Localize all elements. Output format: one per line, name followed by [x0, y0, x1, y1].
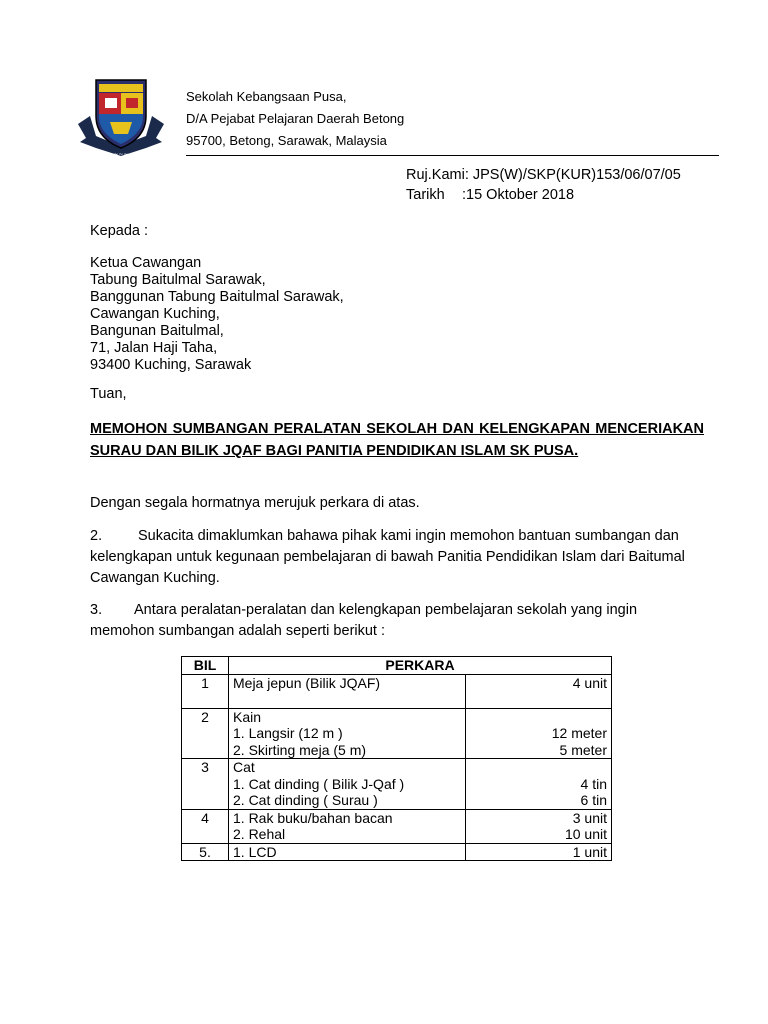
- tarikh-label: Tarikh: [406, 187, 445, 203]
- qty-text: 6 tin: [580, 792, 607, 808]
- qty-text: 12 meter: [551, 725, 607, 741]
- row-qty: [466, 708, 612, 759]
- table-row: [182, 843, 612, 861]
- item-heading: Cat: [233, 759, 255, 775]
- item-text: 1. Cat dinding ( Bilik J-Qaf ): [233, 775, 405, 792]
- paragraph-1: Dengan segala hormatnya merujuk perkara di atas.: [90, 495, 420, 511]
- row-item: [229, 759, 466, 810]
- item-text: 1. Rak buku/bahan bacan: [233, 809, 393, 826]
- kepada-label: Kepada :: [90, 223, 149, 239]
- ruj-label: Ruj.Kami:: [406, 167, 469, 183]
- row-qty: [466, 759, 612, 810]
- school-name: Sekolah Kebangsaan Pusa,: [186, 89, 347, 104]
- table-row: [182, 809, 612, 843]
- ruj-value: JPS(W)/SKP(KUR)153/06/07/05: [472, 167, 681, 183]
- recipient-line: Bangunan Baitulmal,: [90, 323, 224, 339]
- items-table: [181, 656, 612, 861]
- paragraph-3-text: Antara peralatan-peralatan dan kelengkapan pembelajaran sekolah yang ingin memohon sumbangan adalah seperti berikut :: [90, 602, 638, 639]
- tarikh-value: :15 Oktober 2018: [462, 187, 575, 203]
- row-bil: 1: [182, 674, 229, 708]
- school-crest-logo: [76, 76, 166, 158]
- recipient-line: 71, Jalan Haji Taha,: [90, 340, 218, 356]
- row-item: [229, 674, 466, 708]
- recipient-line: Ketua Cawangan: [90, 255, 202, 271]
- item-text: Meja jepun (Bilik JQAF): [233, 674, 381, 691]
- qty-text: 3 unit: [572, 809, 607, 826]
- item-text: 1. Langsir (12 m ): [233, 725, 343, 741]
- qty-text: 5 meter: [559, 741, 607, 758]
- table-row: [182, 674, 612, 708]
- paragraph-2-number: 2.: [90, 528, 103, 544]
- table-row: [182, 759, 612, 810]
- recipient-address: [90, 255, 704, 374]
- row-bil: 3: [182, 759, 229, 810]
- header-perkara: PERKARA: [229, 657, 612, 675]
- paragraph-3-number: 3.: [90, 602, 103, 618]
- header-divider: [186, 155, 719, 156]
- item-text: 2. Cat dinding ( Surau ): [233, 792, 378, 808]
- recipient-line: 93400 Kuching, Sarawak: [90, 357, 252, 373]
- item-text: 2. Skirting meja (5 m): [233, 741, 367, 758]
- row-bil: 4: [182, 809, 229, 843]
- school-address-line1: D/A Pejabat Pelajaran Daerah Betong: [186, 111, 405, 126]
- recipient-line: Cawangan Kuching,: [90, 306, 220, 322]
- svg-text:~~~: ~~~: [113, 151, 129, 158]
- recipient-line: Banggunan Tabung Baitulmal Sarawak,: [90, 289, 344, 305]
- table-header-row: [182, 657, 612, 675]
- school-address-line2: 95700, Betong, Sarawak, Malaysia: [186, 133, 387, 148]
- row-item: [229, 708, 466, 759]
- paragraph-2: [90, 526, 704, 589]
- row-qty: [466, 809, 612, 843]
- paragraph-2-text: Sukacita dimaklumkan bahawa pihak kami ingin memohon bantuan sumbangan dan kelengkapan untuk kegunaan pembelajaran di bawah Panitia Pendidikan Islam dari Baitumal Cawangan Kuching.: [90, 528, 685, 586]
- row-item: 1. LCD: [229, 843, 466, 861]
- salutation: Tuan,: [90, 386, 127, 402]
- table-row: [182, 708, 612, 759]
- row-qty: 1 unit: [466, 843, 612, 861]
- item-heading: Kain: [233, 708, 262, 725]
- school-address-block: [186, 86, 404, 152]
- recipient-line: Tabung Baitulmal Sarawak,: [90, 272, 266, 288]
- paragraph-3: [90, 600, 704, 642]
- item-text: 2. Rehal: [233, 826, 286, 842]
- header-bil: BIL: [182, 657, 229, 675]
- reference-block: [406, 165, 681, 205]
- qty-text: 10 unit: [564, 826, 607, 842]
- qty-text: 4 tin: [580, 775, 607, 792]
- row-bil: 5.: [182, 843, 229, 861]
- row-bil: 2: [182, 708, 229, 759]
- letter-subject: MEMOHON SUMBANGAN PERALATAN SEKOLAH DAN KELENGKAPAN MENCERIAKAN SURAU DAN BILIK JQAF BAGI PANITIA PENDIDIKAN ISLAM SK PUSA.: [90, 421, 704, 459]
- row-item: [229, 809, 466, 843]
- row-qty: 4 unit: [466, 674, 612, 708]
